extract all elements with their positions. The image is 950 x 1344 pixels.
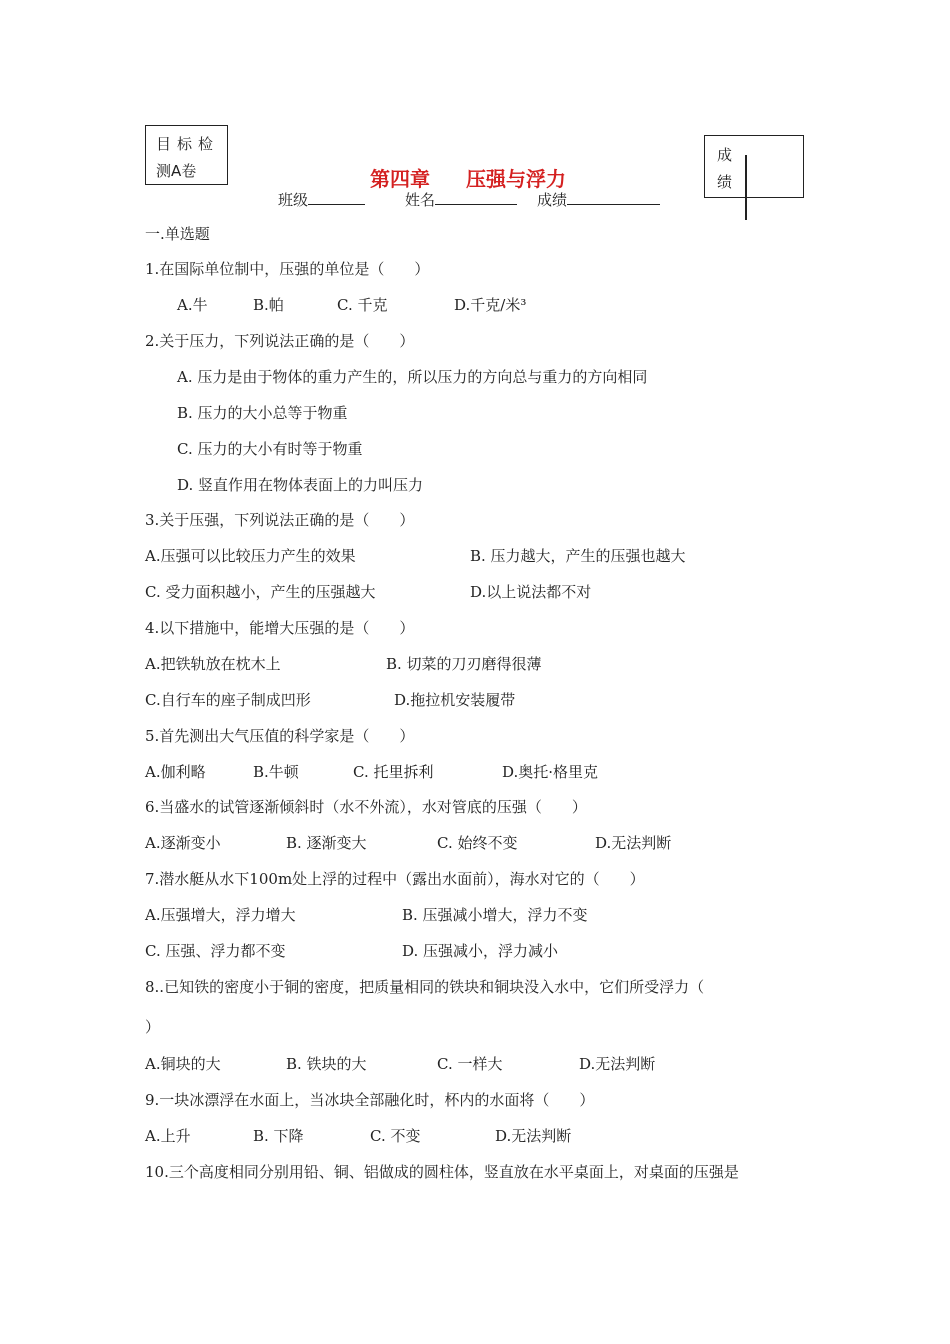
option-c: C. 一样大 [437, 1055, 503, 1073]
option-d: D.拖拉机安装履带 [394, 691, 516, 709]
target-box-line2: 测A卷 [156, 162, 197, 180]
option-c: C. 受力面积越小，产生的压强越大 [145, 583, 376, 601]
question-2-option-a: A. 压力是由于物体的重力产生的，所以压力的方向总与重力的方向相同 [177, 368, 648, 386]
option-d: D.无法判断 [579, 1055, 656, 1073]
option-a: A.压强增大，浮力增大 [145, 906, 296, 924]
question-5: 5.首先测出大气压值的科学家是（ ） [145, 727, 415, 745]
section-heading: 一.单选题 [145, 225, 210, 243]
question-9: 9.一块冰漂浮在水面上，当冰块全部融化时，杯内的水面将（ ） [145, 1091, 595, 1109]
question-8: 8..已知铁的密度小于铜的密度，把质量相同的铁块和铜块没入水中，它们所受浮力（ [145, 978, 705, 996]
option-c: C. 始终不变 [437, 834, 518, 852]
name-blank [435, 191, 517, 205]
title-topic: 压强与浮力 [466, 167, 566, 191]
target-test-box [145, 125, 228, 185]
option-c: C. 托里拆利 [353, 763, 434, 781]
question-2-option-b: B. 压力的大小总等于物重 [177, 404, 348, 422]
option-d: D.无法判断 [495, 1127, 572, 1145]
class-blank [308, 191, 365, 205]
option-b: B. 压强减小增大，浮力不变 [402, 906, 588, 924]
option-a: A.伽利略 [145, 763, 206, 781]
name-field [405, 189, 517, 210]
score-box-line2: 绩 [717, 173, 733, 191]
option-a: A.上升 [145, 1127, 191, 1145]
option-b: B. 切菜的刀刃磨得很薄 [386, 655, 542, 673]
question-2-option-d: D. 竖直作用在物体表面上的力叫压力 [177, 476, 424, 494]
question-6: 6.当盛水的试管逐渐倾斜时（水不外流），水对管底的压强（ ） [145, 798, 587, 816]
option-b: B. 逐渐变大 [286, 834, 367, 852]
option-d: D.千克/米³ [454, 296, 527, 314]
title-chapter: 第四章 [370, 167, 430, 191]
class-label: 班级 [278, 191, 309, 209]
option-b: B. 铁块的大 [286, 1055, 367, 1073]
question-8-continuation: ） [145, 1018, 161, 1036]
option-b: B. 压力越大，产生的压强也越大 [470, 547, 686, 565]
question-4: 4.以下措施中，能增大压强的是（ ） [145, 619, 415, 637]
question-7: 7.潜水艇从水下100m处上浮的过程中（露出水面前），海水对它的（ ） [145, 870, 645, 888]
page-title [370, 163, 566, 192]
name-label: 姓名 [405, 191, 436, 209]
option-d: D.以上说法都不对 [470, 583, 592, 601]
score-field [537, 189, 660, 210]
question-2: 2.关于压力，下列说法正确的是（ ） [145, 332, 415, 350]
option-c: C. 千克 [337, 296, 388, 314]
class-field [278, 189, 365, 210]
question-3: 3.关于压强，下列说法正确的是（ ） [145, 511, 415, 529]
target-box-line1: 目标检 [156, 135, 220, 153]
score-box [704, 135, 804, 198]
option-a: A.牛 [177, 296, 208, 314]
option-b: B. 下降 [253, 1127, 304, 1145]
option-c: C. 不变 [370, 1127, 421, 1145]
option-c: C. 压强、浮力都不变 [145, 942, 286, 960]
option-a: A.压强可以比较压力产生的效果 [145, 547, 356, 565]
option-d: D.奥托·格里克 [502, 763, 599, 781]
score-blank [567, 191, 660, 205]
option-b: B.牛顿 [253, 763, 299, 781]
option-b: B.帕 [253, 296, 284, 314]
option-a: A.逐渐变小 [145, 834, 221, 852]
option-a: A.把铁轨放在枕木上 [145, 655, 281, 673]
question-2-option-c: C. 压力的大小有时等于物重 [177, 440, 363, 458]
option-c: C.自行车的座子制成凹形 [145, 691, 311, 709]
question-1: 1.在国际单位制中，压强的单位是（ ） [145, 260, 430, 278]
score-box-divider [745, 155, 747, 220]
option-d: D.无法判断 [595, 834, 672, 852]
option-d: D. 压强减小，浮力减小 [402, 942, 559, 960]
option-a: A.铜块的大 [145, 1055, 221, 1073]
score-box-line1: 成 [717, 146, 733, 164]
question-10: 10.三个高度相同分别用铅、铜、铝做成的圆柱体，竖直放在水平桌面上，对桌面的压强是 [145, 1163, 739, 1181]
score-label: 成绩 [537, 191, 568, 209]
